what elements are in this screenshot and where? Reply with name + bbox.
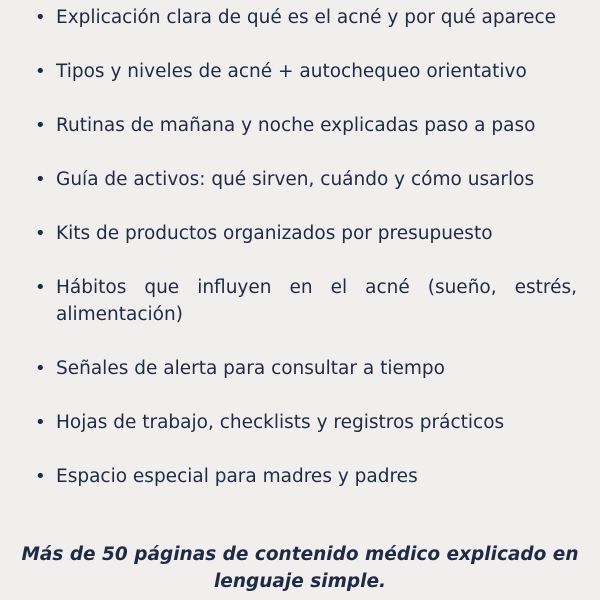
list-item-text: Hojas de trabajo, checklists y registros prácticos [56, 412, 505, 433]
feature-list [28, 0, 577, 517]
list-item-text: Rutinas de mañana y noche explicadas paso a paso [56, 115, 536, 136]
list-item [28, 166, 577, 193]
bullet-icon: • [35, 61, 46, 82]
bullet-icon: • [35, 412, 46, 433]
list-item-text: Hábitos que influyen en el acné (sueño, estrés, alimentación) [56, 277, 577, 325]
bullet-icon: • [35, 358, 46, 379]
list-item [28, 274, 577, 328]
list-item [28, 220, 577, 247]
list-item [28, 355, 577, 382]
bullet-icon: • [35, 466, 46, 487]
list-item [28, 409, 577, 436]
bullet-icon: • [35, 277, 46, 298]
bullet-icon: • [35, 169, 46, 190]
bullet-icon: • [35, 7, 46, 28]
footer-note: Más de 50 páginas de contenido médico explicado en lenguaje simple. [21, 544, 579, 592]
list-item [28, 4, 577, 31]
list-item [28, 58, 577, 85]
list-item-text: Guía de activos: qué sirven, cuándo y cómo usarlos [56, 169, 535, 190]
list-item-text: Kits de productos organizados por presupuesto [56, 223, 493, 244]
bullet-icon: • [35, 223, 46, 244]
list-item-text: Señales de alerta para consultar a tiempo [56, 358, 445, 379]
list-item [28, 112, 577, 139]
list-item-text: Espacio especial para madres y padres [56, 466, 418, 487]
list-item [28, 463, 577, 490]
list-item-text: Tipos y niveles de acné + autochequeo orientativo [56, 61, 527, 82]
list-item-text: Explicación clara de qué es el acné y por qué aparece [56, 7, 557, 28]
bullet-icon: • [35, 115, 46, 136]
